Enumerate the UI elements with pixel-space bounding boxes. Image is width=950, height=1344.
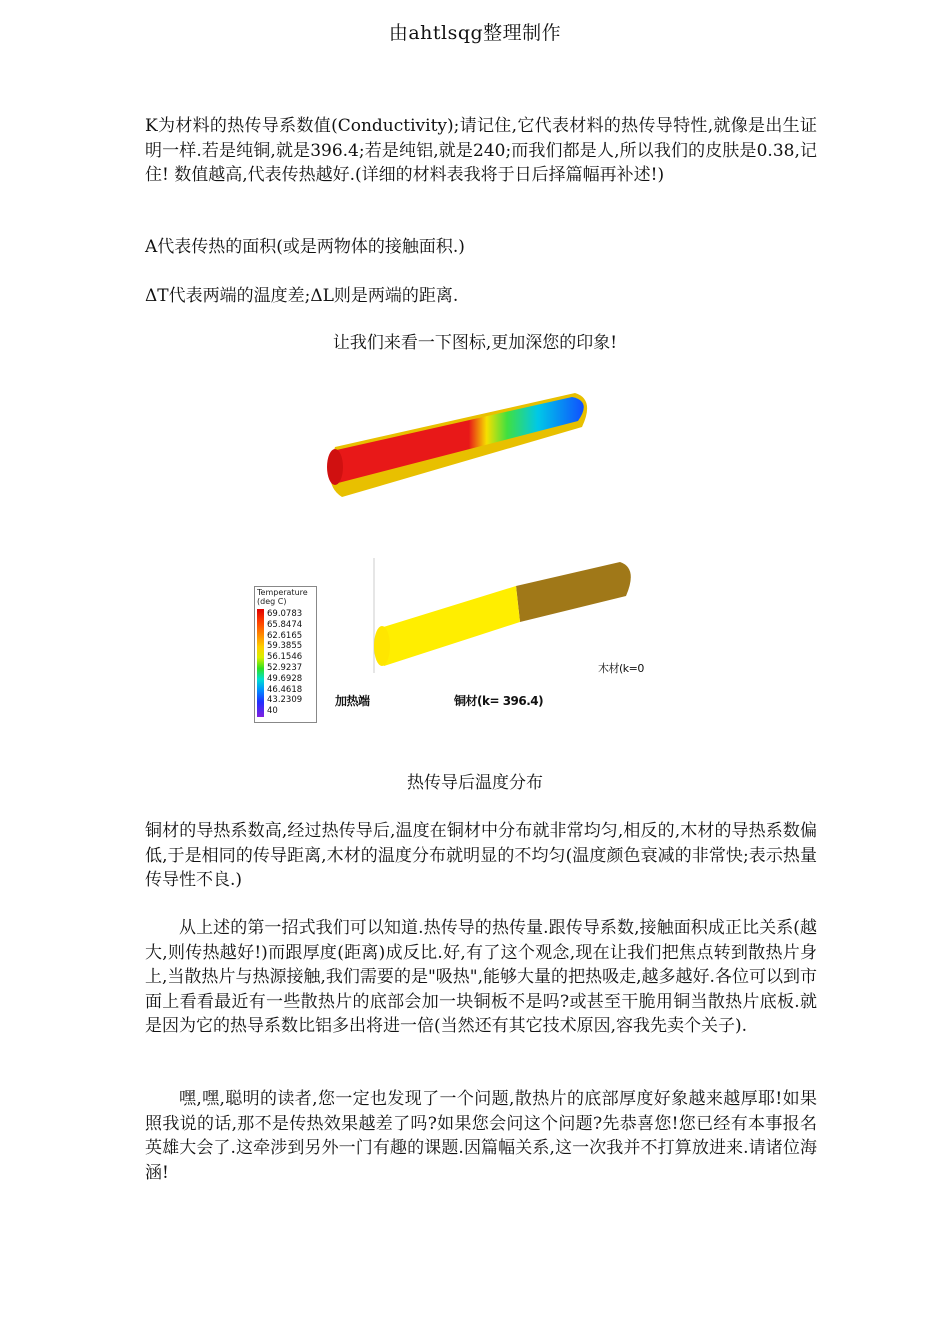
wood-rod-figure — [320, 385, 595, 510]
legend-value: 65.8474 — [267, 619, 303, 630]
legend-value: 59.3855 — [267, 641, 303, 652]
rod-yellow-section — [375, 586, 520, 666]
legend-value: 52.9237 — [267, 662, 303, 673]
paragraph-copper-wood: 铜材的导热系数高,经过热传导后,温度在铜材中分布就非常均匀,相反的,木材的导热系数偏低,于是相同的传导距离,木材的温度分布就明显的不均匀(温度颜色衰减的非常快;表示热量传导性不良.) — [145, 821, 817, 890]
paragraph-area: A代表传热的面积(或是两物体的接触面积.) — [145, 237, 465, 257]
legend-value: 49.6928 — [267, 673, 303, 684]
label-copper: 铜材(k= 396.4) — [454, 694, 544, 708]
figure-caption: 热传导后温度分布 — [407, 773, 543, 793]
legend-value: 56.1546 — [267, 652, 303, 663]
paragraph-heatsink: 从上述的第一招式我们可以知道.热传导的热传量.跟传导系数,接触面积成正比关系(越大,则传热越好!)而跟厚度(距离)成反比.好,有了这个观念,现在让我们把焦点转到散热片身上,当散热片与热源接触,我们需要的是"吸热",能够大量的把热吸走,越多越好.各位可以到市面上看看最近有一些散热片的底部会加一块铜板不是吗?或甚至干脆用铜当散热片底板.就是因为它的热导系数比铝多出将进一倍(当然还有其它技术原因,容我先卖个关子). — [145, 918, 817, 1036]
paragraph-intro-figure: 让我们来看一下图标,更加深您的印象! — [332, 333, 618, 353]
legend-value: 69.0783 — [267, 609, 303, 619]
rod-brown-section — [516, 562, 631, 622]
page-header: 由ahtlsqg整理制作 — [388, 22, 562, 44]
paragraph-conductivity: K为材料的热传导系数值(Conductivity);请记住,它代表材料的热传导特性,就像是出生证明一样.若是纯铜,就是396.4;若是纯铝,就是240;而我们都是人,所以我们的皮肤是0.38,记住! 数值越高,代表传热越好.(详细的材料表我将于日后择篇幅再补述!) — [145, 116, 817, 185]
copper-rod-figure — [370, 558, 635, 673]
legend-color-bar — [257, 609, 264, 717]
legend-value: 62.6165 — [267, 630, 303, 641]
label-wood: 木材(k=0 — [598, 662, 644, 675]
temperature-legend — [254, 586, 317, 723]
paragraph-reader: 嘿,嘿,聪明的读者,您一定也发现了一个问题,散热片的底部厚度好象越来越厚耶!如果照我说的话,那不是传热效果越差了吗?如果您会问这个问题?先恭喜您!您已经有本事报名英雄大会了.这牵涉到另外一门有趣的课题.因篇幅关系,这一次我并不打算放进来.请诸位海涵! — [145, 1089, 817, 1183]
legend-value: 40 — [267, 706, 278, 717]
legend-value: 46.4618 — [267, 684, 303, 695]
label-heater: 加热端 — [335, 694, 370, 708]
paragraph-delta: ΔT代表两端的温度差;ΔL则是两端的距离. — [145, 286, 459, 306]
rod-end — [327, 449, 343, 485]
legend-title: Temperature (deg C) — [257, 588, 308, 606]
legend-value: 43.2309 — [267, 695, 303, 706]
